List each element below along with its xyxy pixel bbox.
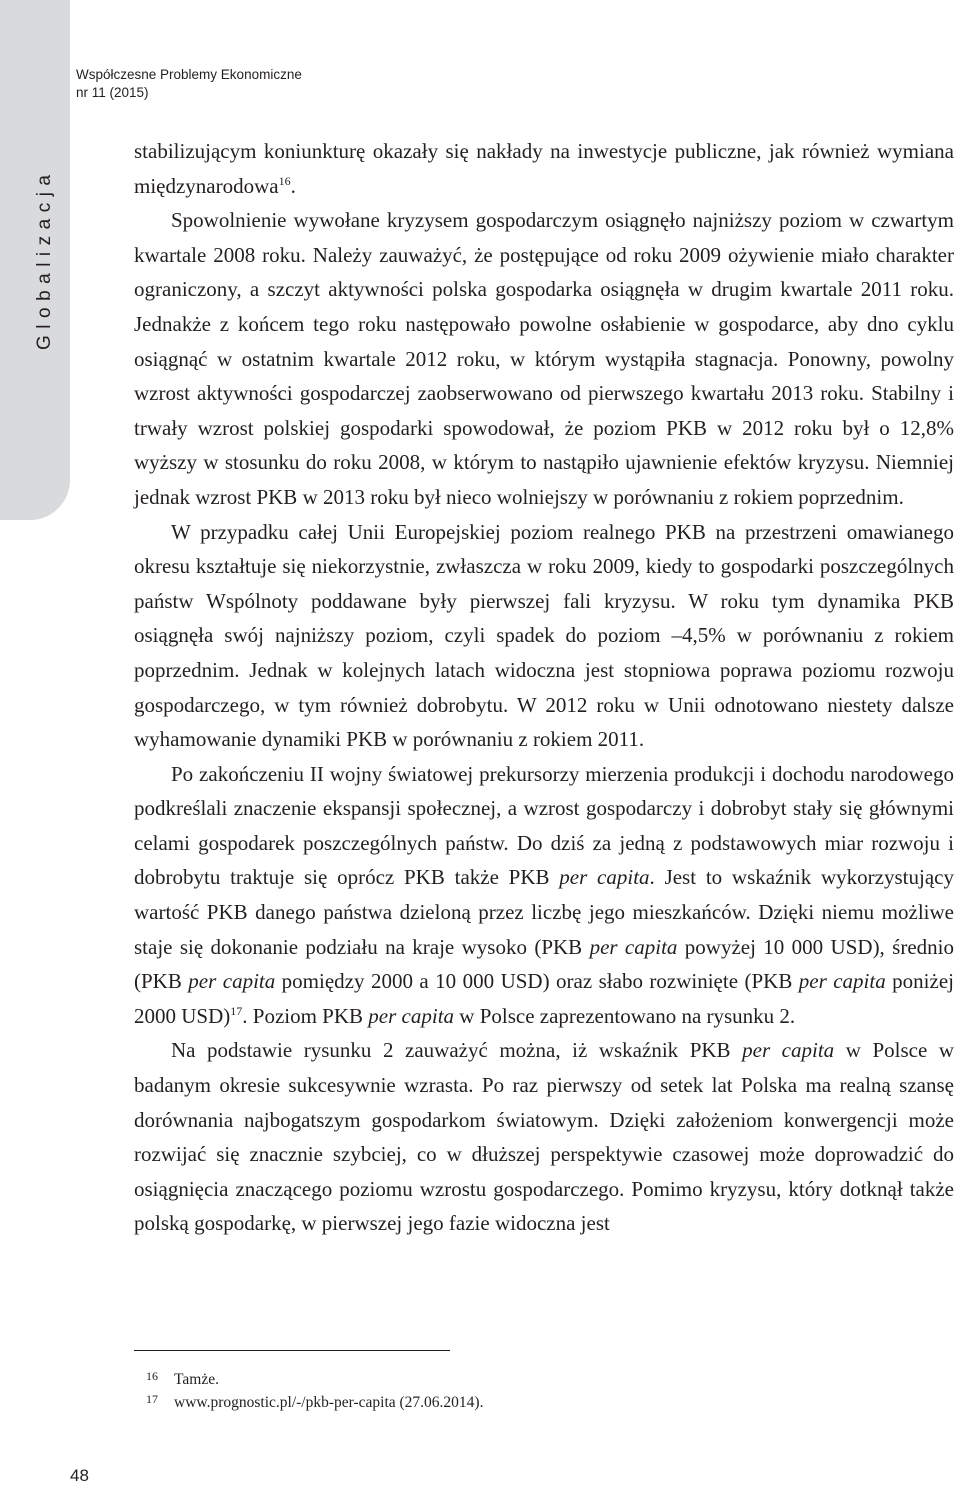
text-run: powyżej 10 000 USD), średnio (PKB bbox=[134, 934, 955, 994]
journal-title: Współczesne Problemy Ekonomiczne bbox=[76, 67, 302, 82]
footnote-text: Tamże. bbox=[174, 1371, 219, 1388]
italic-term: per capita bbox=[368, 1003, 455, 1028]
italic-term: per capita bbox=[589, 934, 678, 959]
footnote-number: 16 bbox=[146, 1369, 158, 1383]
text-run: Spowolnienie wywołane kryzysem gospodarczym osiągnęło najniższy poziom w czwartym kwartale 2008 roku. Należy zauważyć, że postępujące od roku 2009 ożywienie miało charakter ograniczony, a szczyt aktywności polska gospodarka osiągnęła w drugim kwartale 2011 roku. Jednakże z końcem tego roku następowało powolne osłabienie w gospodarce, aby dno cyklu osiągnąć w ostatnim kwartale 2012 roku, w którym wystąpiła stagnacja. Ponowny, powolny wzrost aktywności gospodarczej zaobserwowano od pierwszego kwartału 2013 roku. Stabilny i trwały wzrost polskiej gospodarki spowodował, że poziom PKB w 2012 roku był o 12,8% wyższy w stosunku do roku 2008, w którym to nastąpiło ujawnienie efektów kryzysu. Niemniej jednak wzrost PKB w 2013 roku był nieco wolniejszy w porównaniu z rokiem poprzednim. bbox=[134, 208, 954, 509]
italic-term: per capita bbox=[798, 969, 886, 994]
text-run: . Poziom PKB bbox=[242, 1003, 369, 1028]
italic-term: per capita bbox=[742, 1038, 835, 1063]
text-run: . Jest to wskaźnik wykorzystujący wartość PKB danego państwa dzieloną przez liczbę jego mieszkańców. Dzięki niemu możliwe staje się dokonanie podziału na kraje wysoko (PKB bbox=[134, 865, 954, 959]
footnote bbox=[146, 1368, 483, 1391]
paragraph bbox=[134, 1033, 954, 1241]
section-side-tab bbox=[0, 0, 70, 520]
article-body bbox=[134, 134, 954, 1241]
footnote bbox=[146, 1391, 483, 1414]
footnotes bbox=[146, 1368, 483, 1414]
paragraph bbox=[134, 134, 954, 203]
text-run: Na podstawie rysunku 2 zauważyć można, iż wskaźnik PKB bbox=[171, 1038, 743, 1063]
text-run: . bbox=[290, 173, 296, 198]
section-label: Globalizacja bbox=[34, 168, 55, 350]
text-run: poniżej 2000 USD) bbox=[134, 969, 954, 1028]
paragraph bbox=[134, 203, 954, 514]
footnote-ref: 17 bbox=[230, 1003, 243, 1018]
text-run: w Polsce zaprezentowano na rysunku 2. bbox=[454, 1003, 796, 1028]
footnote-ref: 16 bbox=[278, 173, 291, 188]
paragraph bbox=[134, 515, 954, 757]
text-run: W przypadku całej Unii Europejskiej poziom realnego PKB na przestrzeni omawianego okresu kształtuje się niekorzystnie, zwłaszcza w roku 2009, kiedy to gospodarki poszczególnych państw Wspólnoty poddawane były pierwszej fali kryzysu. W roku tym dynamika PKB osiągnęła swój najniższy poziom, czyli spadek do poziom –4,5% w porównaniu z rokiem poprzednim. Jednak w kolejnych latach widoczna jest stopniowa poprawa poziomu rozwoju gospodarczego, w tym również dobrobytu. W 2012 roku w Unii odnotowano niestety dalsze wyhamowanie dynamiki PKB w porównaniu z rokiem 2011. bbox=[134, 519, 954, 752]
italic-term: per capita bbox=[188, 969, 276, 994]
italic-term: per capita bbox=[559, 865, 650, 890]
journal-issue: nr 11 (2015) bbox=[76, 85, 149, 100]
footnote-text: www.prognostic.pl/-/pkb-per-capita (27.06.2014). bbox=[174, 1394, 484, 1411]
footnote-number: 17 bbox=[146, 1392, 158, 1406]
running-header bbox=[76, 66, 302, 102]
paragraph bbox=[134, 757, 954, 1034]
page-number: 48 bbox=[70, 1466, 89, 1485]
text-run: Po zakończeniu II wojny światowej prekursorzy mierzenia produkcji i dochodu narodowego podkreślali znaczenie ekspansji społecznej, a wzrost gospodarczy i dobrobyt stały się głównymi celami gospodarek poszczególnych państw. Do dziś za jedną z podstawowych miar rozwoju i dobrobytu traktuje się oprócz PKB także PKB bbox=[134, 761, 954, 890]
footnote-separator bbox=[134, 1350, 450, 1351]
text-run: pomiędzy 2000 a 10 000 USD) oraz słabo rozwinięte (PKB bbox=[275, 969, 799, 994]
text-run: stabilizującym koniunkturę okazały się nakłady na inwestycje publiczne, jak również wymiana międzynarodowa bbox=[134, 139, 954, 198]
text-run: w Polsce w badanym okresie sukcesywnie wzrasta. Po raz pierwszy od setek lat Polska ma realną szansę dorównania najbogatszym gospodarkom światowym. Dzięki założeniom konwergencji może rozwijać się znacznie szybciej, co w dłuższej perspektywie czasowej może doprowadzić do osiągnięcia znaczącego poziomu wzrostu gospodarczego. Pomimo kryzysu, który dotknął także polską gospodarkę, w pierwszej jego fazie widoczna jest bbox=[134, 1038, 954, 1236]
